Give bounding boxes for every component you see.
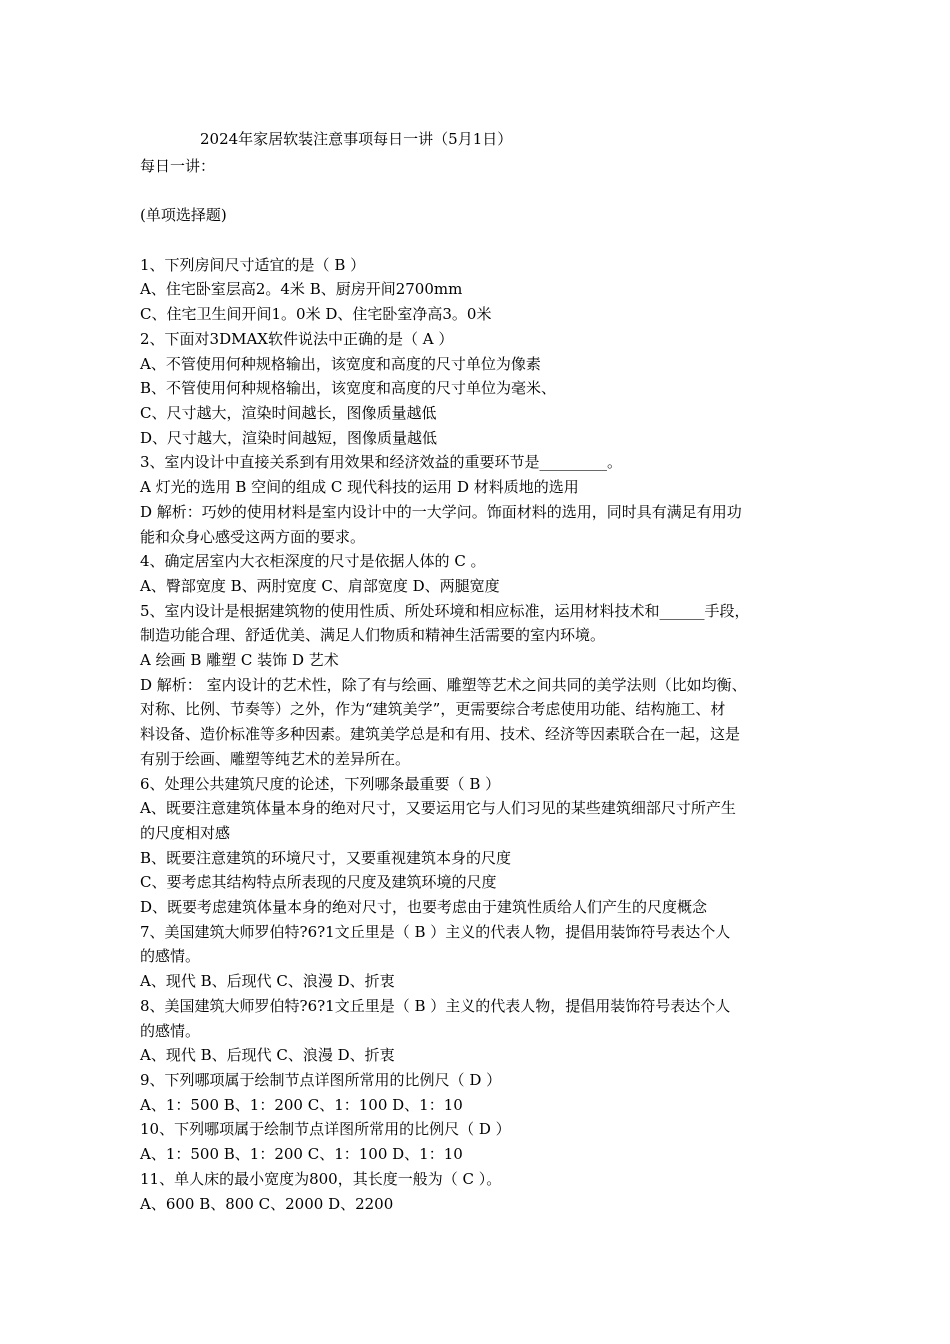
blank-line — [140, 228, 820, 253]
text-line: 3、室内设计中直接关系到有用效果和经济效益的重要环节是_________。 — [140, 453, 623, 472]
text-line: 10、下列哪项属于绘制节点详图所常用的比例尺（ D ） — [140, 1120, 511, 1139]
text-line: 的感情。 — [140, 947, 201, 966]
text-line: 每日一讲： — [140, 157, 216, 175]
text-line: 11、单人床的最小宽度为800，其长度一般为（ C ）。 — [140, 1169, 502, 1188]
text-line: A、600 B、800 C、2000 D、2200 — [140, 1194, 394, 1213]
text-line: A 绘画 B 雕塑 C 装饰 D 艺术 — [140, 651, 339, 670]
text-line: A、现代 B、后现代 C、浪漫 D、折衷 — [140, 972, 395, 991]
text-line: 6、处理公共建筑尺度的论述，下列哪条最重要（ B ） — [140, 774, 501, 793]
text-line: 对称、比例、节奏等）之外，作为“建筑美学”，更需要综合考虑使用功能、结构施工、材 — [140, 700, 726, 719]
text-line: D、尺寸越大，渲染时间越短，图像质量越低 — [140, 428, 438, 447]
text-line: A、1：500 B、1：200 C、1：100 D、1：10 — [140, 1095, 463, 1114]
text-line: 8、美国建筑大师罗伯特?6?1文丘里是（ B ）主义的代表人物，提倡用装饰符号表达个人 — [140, 996, 731, 1015]
document-body — [140, 154, 820, 1216]
text-line: D 解析：巧妙的使用材料是室内设计中的一大学问。饰面材料的选用，同时具有满足有用功 — [140, 502, 742, 521]
text-line: A、臀部宽度 B、两肘宽度 C、肩部宽度 D、两腿宽度 — [140, 576, 500, 595]
text-line: 能和众身心感受这两方面的要求。 — [140, 527, 366, 546]
text-line: 2、下面对3DMAX软件说法中正确的是（ A ） — [140, 329, 454, 348]
text-line: 5、室内设计是根据建筑物的使用性质、所处环境和相应标准，运用材料技术和______手段， — [140, 601, 750, 620]
text-line: C、住宅卫生间开间1。0米 D、住宅卧室净高3。0米 — [140, 305, 492, 324]
text-line: D 解析： 室内设计的艺术性，除了有与绘画、雕塑等艺术之间共同的美学法则（比如均衡、 — [140, 675, 747, 694]
text-line: 1、下列房间尺寸适宜的是（ B ） — [140, 255, 366, 274]
text-line: D、既要考虑建筑体量本身的绝对尺寸，也要考虑由于建筑性质给人们产生的尺度概念 — [140, 898, 708, 917]
text-line: (单项选择题) — [140, 206, 227, 225]
text-line: A 灯光的选用 B 空间的组成 C 现代科技的运用 D 材料质地的选用 — [140, 478, 579, 497]
text-line: A、1：500 B、1：200 C、1：100 D、1：10 — [140, 1145, 463, 1164]
text-line: 7、美国建筑大师罗伯特?6?1文丘里是（ B ）主义的代表人物，提倡用装饰符号表达个人 — [140, 922, 731, 941]
text-line: A、现代 B、后现代 C、浪漫 D、折衷 — [140, 1046, 395, 1065]
text-line: 制造功能合理、舒适优美、满足人们物质和精神生活需要的室内环境。 — [140, 626, 606, 645]
text-line: 有别于绘画、雕塑等纯艺术的差异所在。 — [140, 749, 411, 768]
text-line: 的感情。 — [140, 1021, 201, 1040]
text-line: A、既要注意建筑体量本身的绝对尺寸，又要运用它与人们习见的某些建筑细部尺寸所产生 — [140, 799, 736, 818]
text-line: A、不管使用何种规格输出，该宽度和高度的尺寸单位为像素 — [140, 354, 541, 373]
text-line: 4、确定居室内大衣柜深度的尺寸是依据人体的 C 。 — [140, 552, 486, 571]
text-line: C、要考虑其结构特点所表现的尺度及建筑环境的尺度 — [140, 873, 497, 892]
text-line: 料设备、造价标准等多种因素。建筑美学总是和有用、技术、经济等因素联合在一起，这是 — [140, 725, 741, 744]
text-line: B、不管使用何种规格输出，该宽度和高度的尺寸单位为毫米、 — [140, 379, 557, 398]
text-line: B、既要注意建筑的环境尺寸，又要重视建筑本身的尺度 — [140, 848, 512, 867]
document-title: 2024年家居软装注意事项每日一讲（5月1日） — [200, 130, 513, 148]
text-line: A、住宅卧室层高2。4米 B、厨房开间2700mm — [140, 280, 463, 299]
text-line: 的尺度相对感 — [140, 823, 231, 842]
text-line: 9、下列哪项属于绘制节点详图所常用的比例尺（ D ） — [140, 1070, 502, 1089]
blank-line — [140, 179, 820, 204]
text-line: C、尺寸越大，渲染时间越长，图像质量越低 — [140, 404, 437, 422]
